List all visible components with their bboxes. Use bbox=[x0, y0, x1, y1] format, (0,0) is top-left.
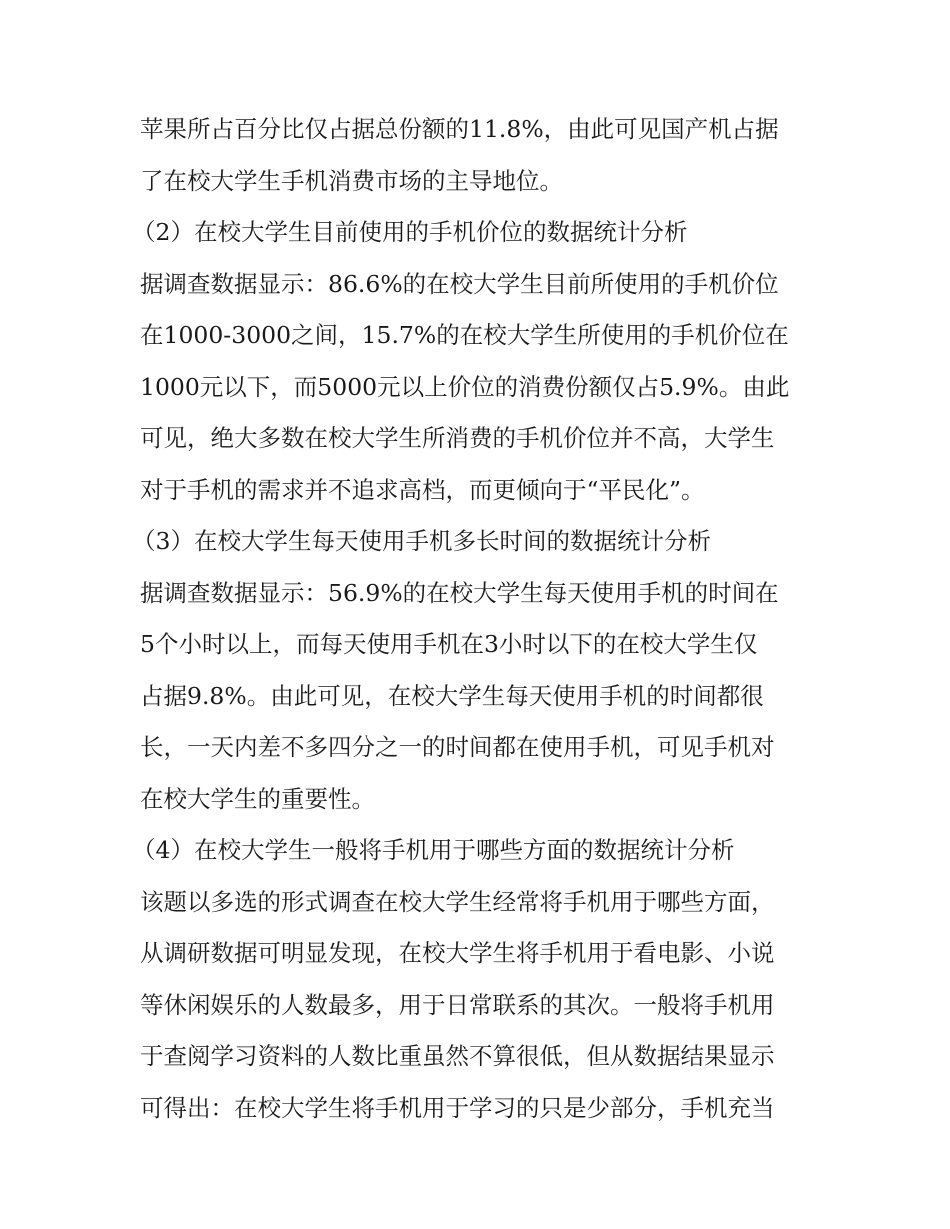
body-text bbox=[132, 104, 815, 1134]
text-line: 可得出：在校大学生将手机用于学习的只是少部分，手机充当 bbox=[140, 1093, 775, 1122]
text-line: 占据9.8%。由此可见，在校大学生每天使用手机的时间都很 bbox=[140, 681, 764, 710]
text-line: 对于手机的需求并不追求高档，而更倾向于“平民化”。 bbox=[140, 475, 705, 504]
text-line: 苹果所占百分比仅占据总份额的11.8%，由此可见国产机占据 bbox=[140, 115, 779, 143]
text-line: 据调查数据显示：56.9%的在校大学生每天使用手机的时间在 bbox=[140, 578, 779, 607]
text-line: 在校大学生的重要性。 bbox=[140, 784, 375, 813]
text-line: 了在校大学生手机消费市场的主导地位。 bbox=[140, 166, 563, 195]
section-heading: （4）在校大学生一般将手机用于哪些方面的数据统计分析 bbox=[132, 836, 735, 864]
text-line: 在1000-3000之间，15.7%的在校大学生所使用的手机价位在 bbox=[140, 321, 789, 349]
text-line: 于查阅学习资料的人数比重虽然不算很低，但从数据结果显示 bbox=[140, 1042, 775, 1070]
text-line: 1000元以下，而5000元以上价位的消费份额仅占5.9%。由此 bbox=[140, 372, 790, 401]
text-line: 长，一天内差不多四分之一的时间都在使用手机，可见手机对 bbox=[140, 733, 775, 761]
section-heading: （2）在校大学生目前使用的手机价位的数据统计分析 bbox=[132, 218, 688, 246]
text-line: 5个小时以上，而每天使用手机在3小时以下的在校大学生仅 bbox=[140, 630, 758, 658]
text-line: 该题以多选的形式调查在校大学生经常将手机用于哪些方面， bbox=[140, 887, 775, 916]
text-line: 据调查数据显示：86.6%的在校大学生目前所使用的手机价位 bbox=[140, 269, 779, 298]
text-line: 等休闲娱乐的人数最多，用于日常联系的其次。一般将手机用 bbox=[140, 990, 775, 1019]
section-heading: （3）在校大学生每天使用手机多长时间的数据统计分析 bbox=[132, 527, 711, 555]
text-line: 从调研数据可明显发现，在校大学生将手机用于看电影、小说 bbox=[140, 939, 775, 967]
text-line: 可见，绝大多数在校大学生所消费的手机价位并不高，大学生 bbox=[140, 424, 775, 452]
